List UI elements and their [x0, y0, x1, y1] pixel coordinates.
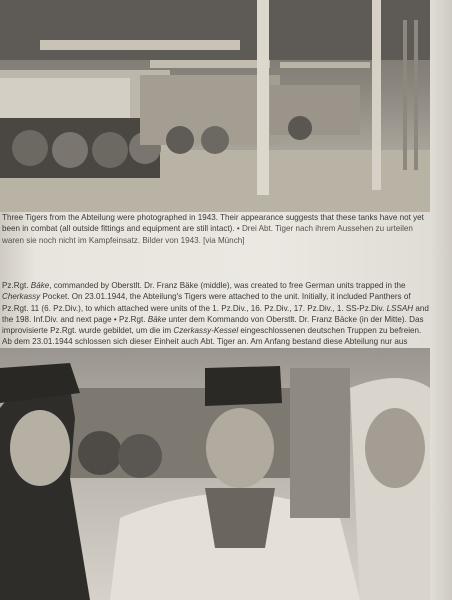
- text-italic: LSSAH: [386, 303, 414, 313]
- photo-three-tigers: [0, 0, 430, 212]
- caption-english: Three Tigers from the Abteilung were photographed in 1943. Their appearance suggests that these tanks have not yet been in combat (all outside fittings and equipment are still intact).: [2, 213, 424, 234]
- text-italic: Cherkassy: [2, 292, 41, 302]
- text-italic: Czerkassy-Kessel: [173, 326, 239, 336]
- photo-caption: [2, 212, 430, 246]
- text-italic: Bäke: [30, 281, 50, 290]
- text-run: eingeschlossenen deutschen Truppen zu befreien. Ab dem 23.01.1944 schlossen sich dieser Einheit auch Abt. Tiger an. Am Anfang bestand diese Abteilung nur aus: [2, 326, 422, 347]
- text-italic: Bäke: [147, 314, 167, 324]
- text-run: unter dem Kommando von Oberstlt. Dr. Franz Bäcke (in der Mitte). Das improvisierte Pz.Rgt. wurde gebildet, um die im: [2, 314, 424, 336]
- text-run: Pocket. On 23.01.1944, the Abteilung's Tigers were attached to the unit. Initially, it included Panthers of Pz.Rgt. 11 (6. Pz.Div.), to which attached were units of the 1. Pz.Div., 16. Pz.Div., 17. Pz.Div., 1. SS-Pz.Div.: [2, 292, 411, 313]
- officers-photo-illustration: [0, 348, 430, 600]
- photo-baeke-officers: [0, 348, 430, 600]
- text-run: Pz.Rgt.: [2, 281, 31, 290]
- caption-german: • Drei Abt. Tiger nach ihrem Aussehen zu urteilen waren sie noch nicht im Kampfeinsatz. Bilder von 1943. [via Münch]: [2, 224, 413, 245]
- page-edge: [430, 0, 452, 600]
- text-run: , commanded by Oberstlt. Dr. Franz Bäke (middle), was created to free German units trapped in the: [49, 281, 406, 290]
- text-run: and the 198. Inf.Div. and next page • Pz.Rgt.: [2, 303, 429, 324]
- tigers-photo-illustration: [0, 0, 430, 212]
